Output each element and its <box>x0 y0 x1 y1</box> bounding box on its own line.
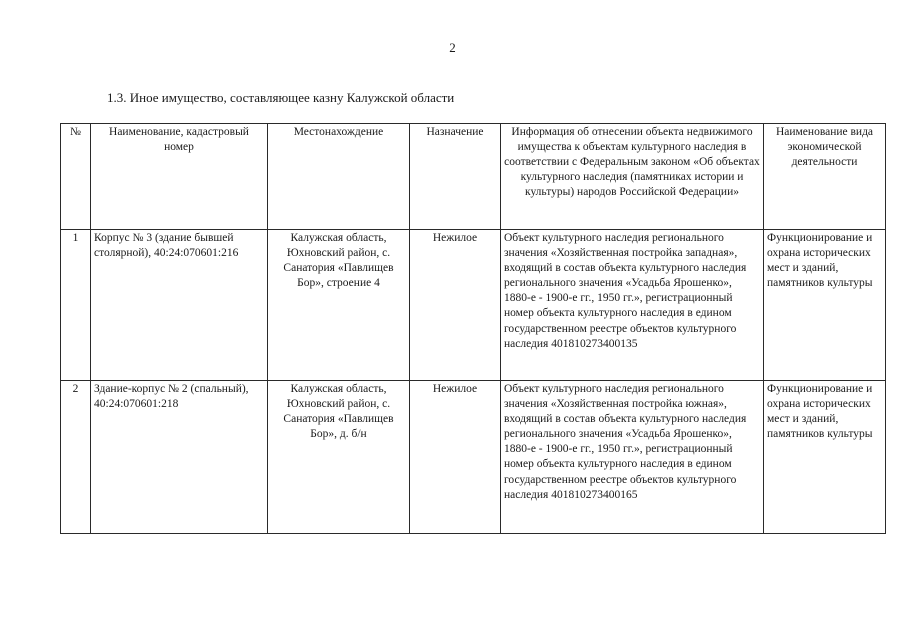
row-heritage-info: Объект культурного наследия регионального значения «Хозяйственная постройка южная», входящий в состав объекта культурного наследия регионального значения «Усадьба Ярошенко», 1880-е - 1900-е гг., 1950 гг.», регистрационный номер объекта культурного наследия в едином государственном реестре объектов культурного наследия 401810273400165 <box>501 381 764 534</box>
section-heading: 1.3. Иное имущество, составляющее казну Калужской области <box>107 90 455 105</box>
header-activity: Наименование вида экономической деятельности <box>764 124 886 230</box>
header-name-cadastral: Наименование, кадастровый номер <box>91 124 268 230</box>
row-purpose: Нежилое <box>410 381 501 534</box>
row-name-cadastral: Корпус № 3 (здание бывшей столярной), 40:24:070601:216 <box>91 230 268 381</box>
row-purpose: Нежилое <box>410 230 501 381</box>
row-heritage-info: Объект культурного наследия регионального значения «Хозяйственная постройка западная», входящий в состав объекта культурного наследия регионального значения «Усадьба Ярошенко», 1880-е - 1900-е гг., 1950 гг.», регистрационный номер объекта культурного наследия в едином государственном реестре объектов культурного наследия 401810273400135 <box>501 230 764 381</box>
row-number: 2 <box>61 381 91 534</box>
row-activity: Функционирование и охрана исторических мест и зданий, памятников культуры <box>764 230 886 381</box>
header-number: № <box>61 124 91 230</box>
row-location: Калужская область, Юхновский район, с. Санатория «Павлищев Бор», д. б/н <box>268 381 410 534</box>
row-name-cadastral: Здание-корпус № 2 (спальный), 40:24:070601:218 <box>91 381 268 534</box>
row-number: 1 <box>61 230 91 381</box>
header-location: Местонахождение <box>268 124 410 230</box>
header-purpose: Назначение <box>410 124 501 230</box>
table-row <box>61 381 886 534</box>
page-number: 2 <box>449 40 456 55</box>
row-activity: Функционирование и охрана исторических мест и зданий, памятников культуры <box>764 381 886 534</box>
row-location: Калужская область, Юхновский район, с. Санатория «Павлищев Бор», строение 4 <box>268 230 410 381</box>
header-heritage-info: Информация об отнесении объекта недвижимого имущества к объектам культурного наследия в соответствии с Федеральным законом «Об объектах культурного наследия (памятниках истории и культуры) народов Российской Федерации» <box>501 124 764 230</box>
property-table <box>60 123 886 534</box>
table-row <box>61 230 886 381</box>
table-header-row <box>61 124 886 230</box>
